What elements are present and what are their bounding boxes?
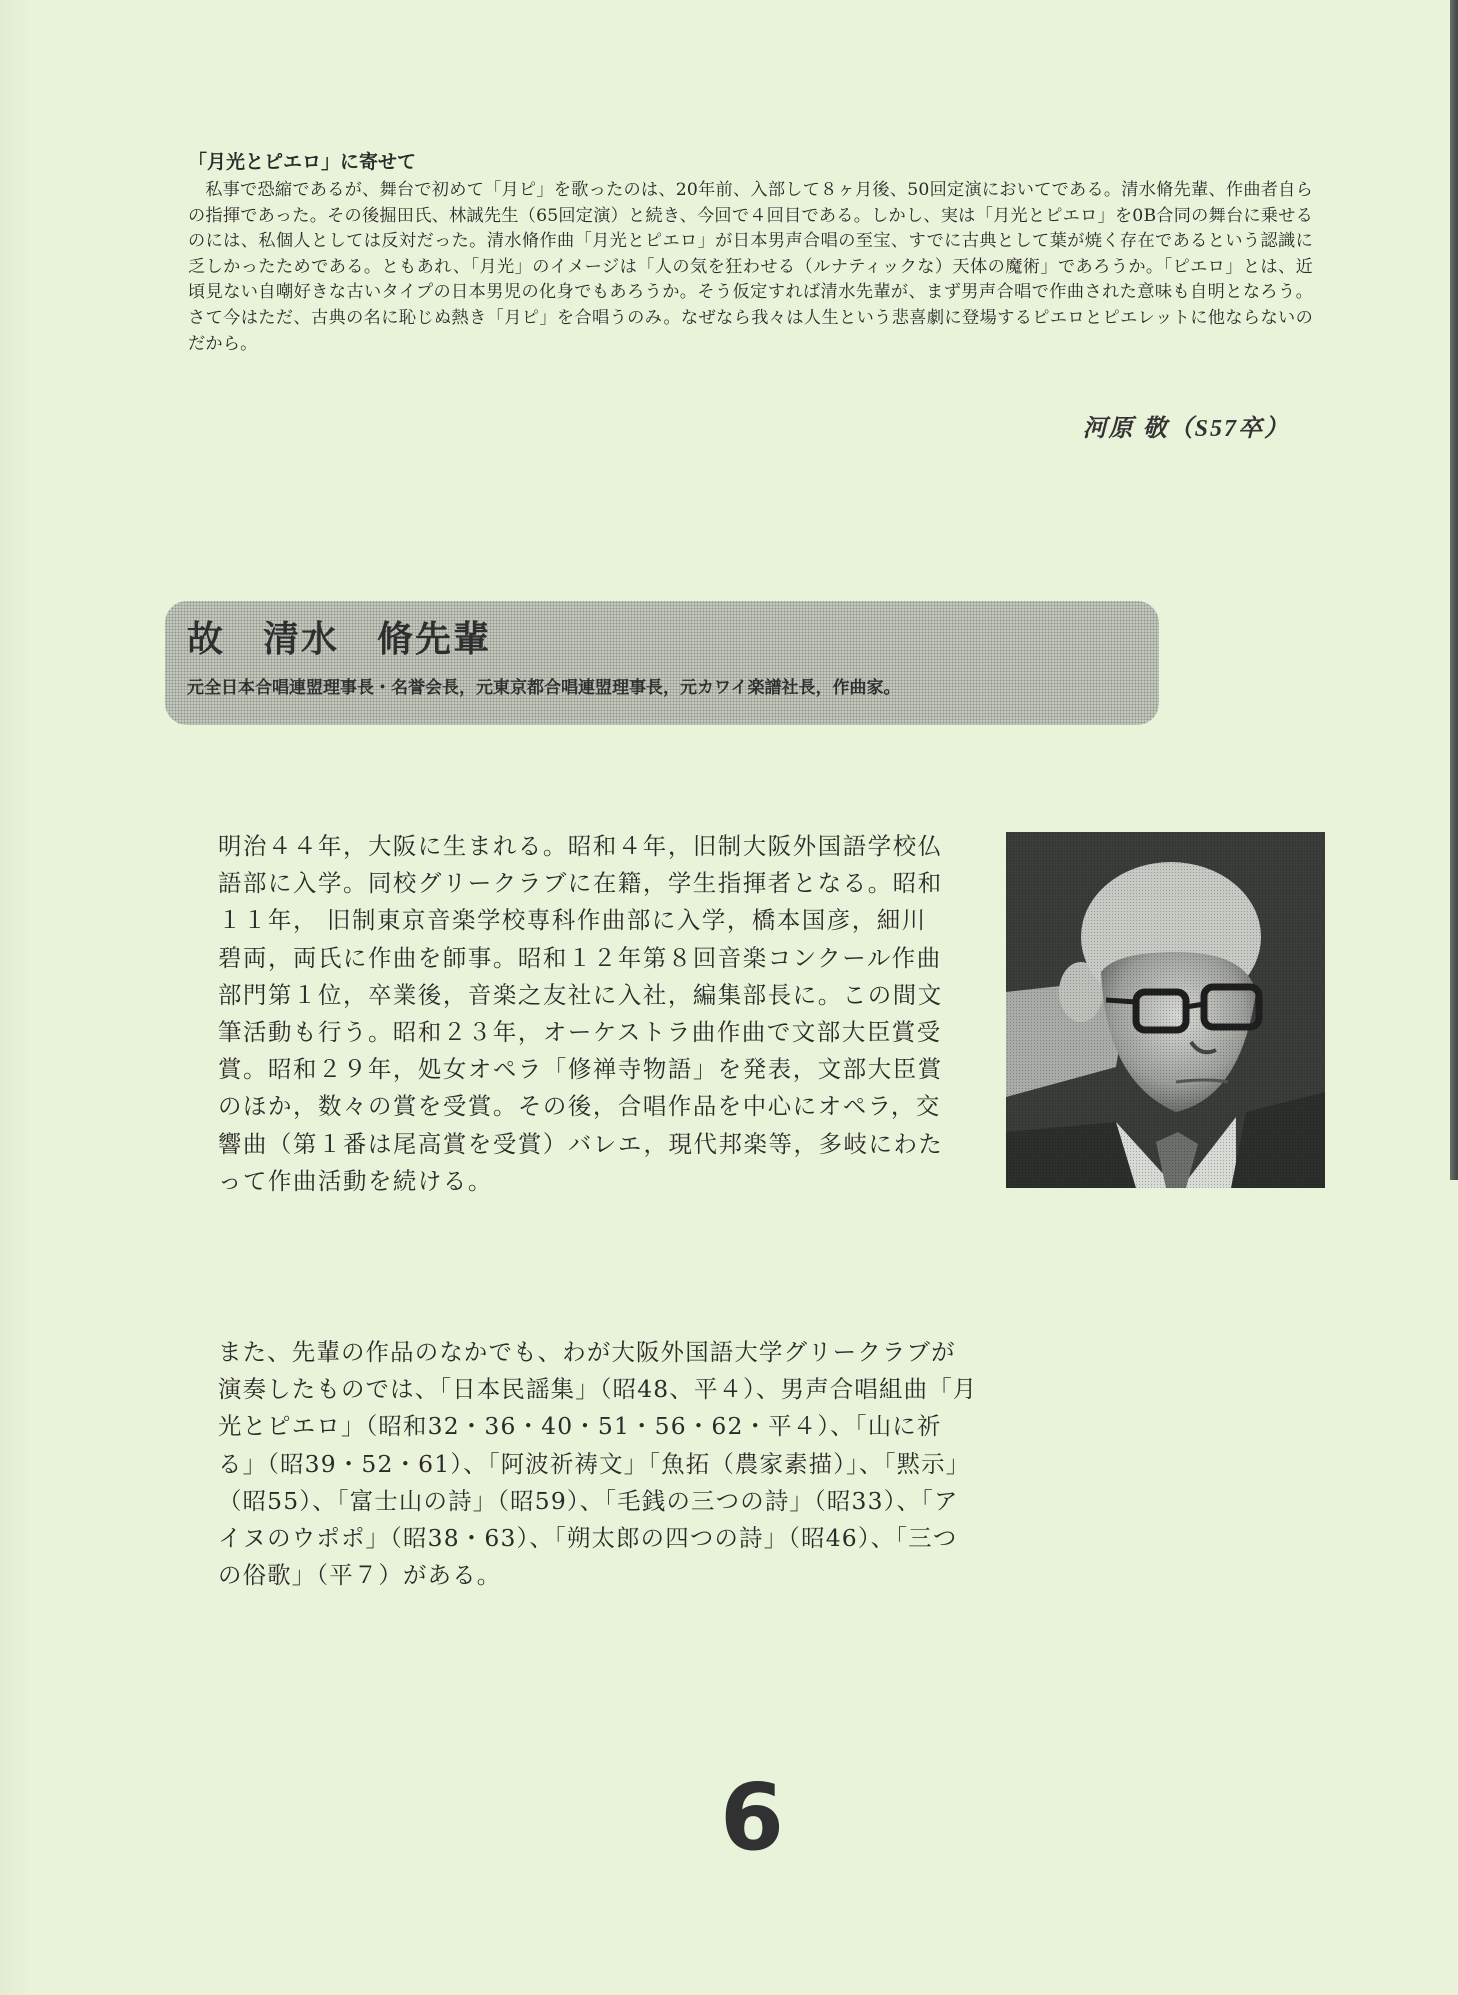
essay-section [188,148,1313,357]
essay-body: 私事で恐縮であるが、舞台で初めて「月ピ」を歌ったのは、20年前、入部して８ヶ月後、50回定演においてである。清水脩先輩、作曲者自らの指揮であった。その後掘田氏、林誠先生（65回定演）と続き、今回で４回目である。しかし、実は「月光とピエロ」を0B合同の舞台に乗せるのには、私個人としては反対だった。清水脩作曲「月光とピエロ」が日本男声合唱の至宝、すでに古典として葉が焼く存在であるという認識に乏しかったためである。ともあれ、「月光」のイメージは「人の気を狂わせる（ルナティックな）天体の魔術」であろうか。「ピエロ」とは、近頃見ない自嘲好きな古いタイプの日本男児の化身でもあろうか。そう仮定すれば清水先輩が、まず男声合唱で作曲された意味も自明となろう。さて今はただ、古典の名に恥じぬ熱き「月ピ」を合唱うのみ。なぜなら我々は人生という悲喜劇に登場するピエロとピエレットに他ならないのだから。 [188,180,1313,354]
portrait-photo [1006,832,1325,1188]
profile-works: また、先輩の作品のなかでも、わが大阪外国語大学グリークラブが演奏したものでは、「日本民謡集」（昭48、平４）、男声合唱組曲「月光とピエロ」（昭和32・36・40・51・56・62・平４）、「山に祈る」（昭39・52・61）、「阿波祈祷文」「魚拓（農家素描）」、「黙示」（昭55）、「富士山の詩」（昭59）、「毛銭の三つの詩」（昭33）、「アイヌのウポポ」（昭38・63）、「朔太郎の四つの詩」（昭46）、「三つの俗歌」（平７）がある。 [218,1338,978,1590]
portrait-image [1006,832,1325,1188]
profile-bio: 明治４４年，大阪に生まれる。昭和４年，旧制大阪外国語学校仏語部に入学。同校グリークラブに在籍，学生指揮者となる。昭和１１年， 旧制東京音楽学校専科作曲部に入学，橋本国彦，細川碧両，両氏に作曲を師事。昭和１２年第８回音楽コンクール作曲部門第１位，卒業後，音楽之友社に入社，編集部長に。この間文筆活動も行う。昭和２３年，オーケストラ曲作曲で文部大臣賞受賞。昭和２９年，処女オペラ「修禅寺物語」を発表，文部大臣賞のほか，数々の賞を受賞。その後，合唱作品を中心にオペラ，交響曲（第１番は尾高賞を受賞）バレエ，現代邦楽等，多岐にわたって作曲活動を続ける。 [218,832,944,1195]
profile-banner [165,601,1159,725]
page-binding-shadow [0,0,32,1995]
profile-name: 故 清水 脩先輩 [187,619,492,660]
profile-subtitle: 元全日本合唱連盟理事長・名誉会長，元東京都合唱連盟理事長，元カワイ楽譜社長，作曲家。 [187,678,901,698]
page-number: 6 [719,1764,784,1871]
essay-signature: 河原 敬（S57卒） [1082,416,1290,442]
essay-title: 「月光とピエロ」に寄せて [188,151,417,173]
page-edge [1450,0,1458,1180]
